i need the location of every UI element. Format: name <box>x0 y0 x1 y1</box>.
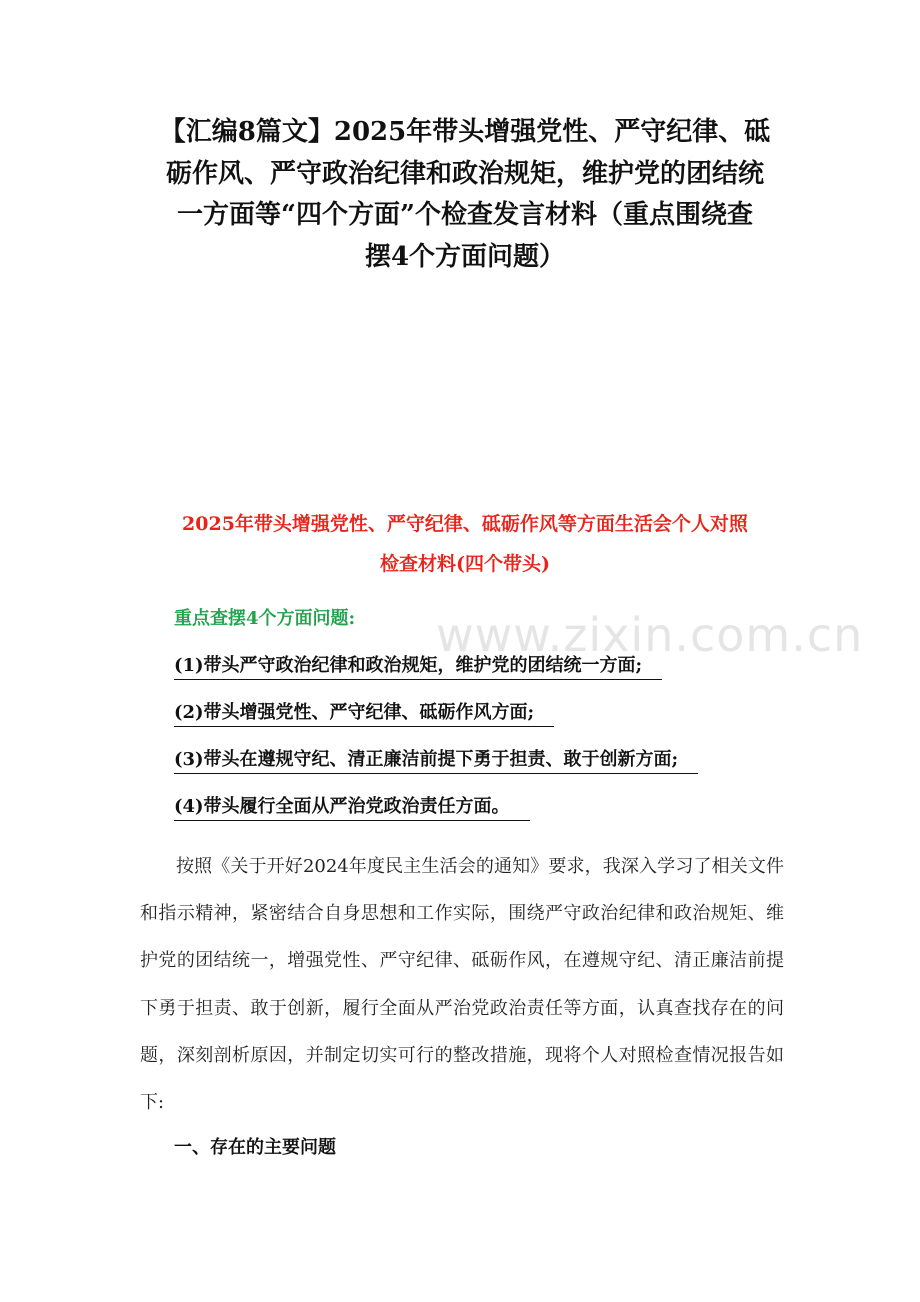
issue-item-3 <box>174 746 814 793</box>
issue-item-2 <box>174 699 814 746</box>
issue-text: (4)带头履行全面从严治党政治责任方面。 <box>174 794 530 821</box>
title-line-4: 摆4个方面问题） <box>364 241 566 272</box>
subtitle-line-2: 检查材料(四个带头) <box>380 553 550 575</box>
focus-label: 重点查摆4个方面问题: <box>174 608 356 629</box>
issue-text: (1)带头严守政治纪律和政治规矩，维护党的团结统一方面; <box>174 653 662 680</box>
issue-list <box>174 652 814 840</box>
title-line-2: 砺作风、严守政治纪律和政治规矩，维护党的团结统 <box>165 158 764 189</box>
title-line-1: 【汇编8篇文】2025年带头增强党性、严守纪律、砥 <box>159 117 771 147</box>
document-title <box>140 112 790 278</box>
title-line-3: 一方面等“四个方面”个检查发言材料（重点围绕查 <box>177 200 753 230</box>
body-paragraph: 按照《关于开好2024年度民主生活会的通知》要求，我深入学习了相关文件和指示精神，紧密结合自身思想和工作实际，围绕严守政治纪律和政治规矩、维护党的团结统一，增强党性、严守纪律、砥砺作风，在遵规守纪、清正廉洁前提下勇于担责、敢于创新，履行全面从严治党政治责任等方面，认真查找存在的问题，深刻剖析原因，并制定切实可行的整改措施，现将个人对照检查情况报告如下: <box>140 856 784 1114</box>
issue-item-4 <box>174 793 814 840</box>
issue-text: (2)带头增强党性、严守纪律、砥砺作风方面; <box>174 700 554 727</box>
issue-text: (3)带头在遵规守纪、清正廉洁前提下勇于担责、敢于创新方面; <box>174 747 698 774</box>
issue-item-1 <box>174 652 814 699</box>
section-heading: 一、存在的主要问题 <box>174 1137 336 1158</box>
section-subtitle <box>140 504 790 584</box>
subtitle-line-1: 2025年带头增强党性、严守纪律、砥砺作风等方面生活会个人对照 <box>182 513 748 535</box>
watermark: www.zixin.com.cn <box>436 608 864 662</box>
